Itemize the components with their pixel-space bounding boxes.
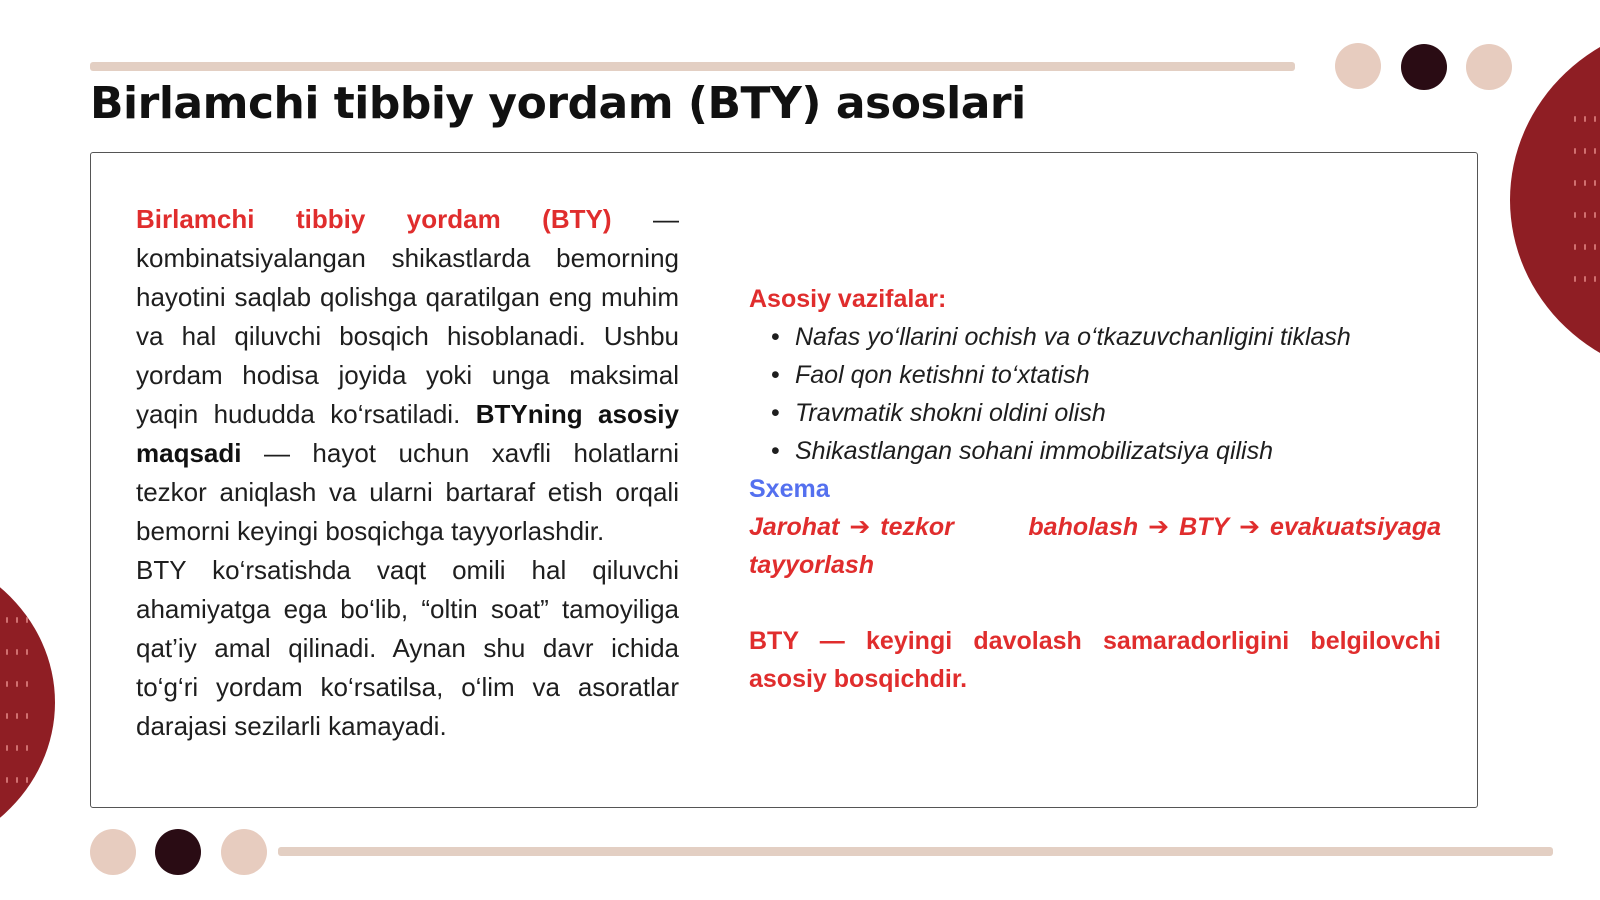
scheme-label: Sxema — [749, 475, 830, 503]
goal-term: BTYning asosiy maqsadi — [136, 399, 679, 468]
top-decorative-bar — [90, 62, 1295, 71]
intro-text: — kombinatsiyalangan shikastlarda bemorning hayotini saqlab qolishga qaratilgan eng muhim va hal qiluvchi bosqich hisoblanadi. Ushbu yordam hodisa joyida yoki unga maksimal yaqin hududda ko‘rsatiladi. — [136, 204, 679, 429]
scheme-step: BTY — [1179, 513, 1230, 541]
decor-dot-beige — [221, 829, 267, 875]
decor-dot-dark — [1401, 44, 1447, 90]
tasks-heading: Asosiy vazifalar: — [749, 285, 947, 313]
arrow-right-icon: ➔ — [849, 513, 871, 541]
golden-hour-paragraph: BTY ko‘rsatishda vaqt omili hal qiluvchi ahamiyatga ega bo‘lib, “oltin soat” tamoyiliga qat’iy amal qilinadi. Aynan shu davr ichida to‘g‘ri yordam ko‘rsatilsa, o‘lim va asoratlar darajasi sezilarli kamayadi. — [136, 555, 679, 741]
goal-text: — hayot uchun xavfli holatlarni tezkor aniqlash va ularni bartaraf etish orqali bemorni keyingi bosqichga tayyorlashdir. — [136, 438, 679, 546]
list-item: • Shikastlangan sohani immobilizatsiya qilish — [795, 432, 1441, 470]
arrow-right-icon: ➔ — [1239, 513, 1261, 541]
decor-dot-beige — [1335, 43, 1381, 89]
right-text-column — [749, 280, 1441, 698]
list-item: • Faol qon ketishni to‘xtatish — [795, 356, 1441, 394]
scheme-step: tezkor baholash — [880, 513, 1139, 541]
page-title: Birlamchi tibbiy yordam (BTY) asoslari — [90, 78, 1026, 129]
left-text-column — [136, 200, 679, 746]
decor-dot-dark — [155, 829, 201, 875]
decor-dot-beige — [90, 829, 136, 875]
decor-circle-left — [0, 545, 55, 860]
decor-circle-right — [1510, 20, 1600, 380]
bty-term: Birlamchi tibbiy yordam (BTY) — [136, 204, 612, 234]
intro-paragraph — [136, 200, 679, 551]
decor-dot-pattern — [1574, 116, 1600, 282]
bottom-decorative-bar — [278, 847, 1553, 856]
scheme-flow — [749, 508, 1441, 584]
scheme-step: Jarohat — [749, 513, 840, 541]
decor-dot-pattern — [6, 617, 32, 783]
arrow-right-icon: ➔ — [1148, 513, 1170, 541]
scheme-step: evakuatsiyaga tayyorlash — [749, 513, 1441, 579]
decor-dot-beige — [1466, 44, 1512, 90]
list-item: • Nafas yo‘llarini ochish va o‘tkazuvchanligini tiklash — [795, 318, 1441, 356]
conclusion-text: BTY — keyingi davolash samaradorligini belgilovchi asosiy bosqichdir. — [749, 627, 1441, 693]
list-item: • Travmatik shokni oldini olish — [795, 394, 1441, 432]
tasks-list — [749, 318, 1441, 470]
